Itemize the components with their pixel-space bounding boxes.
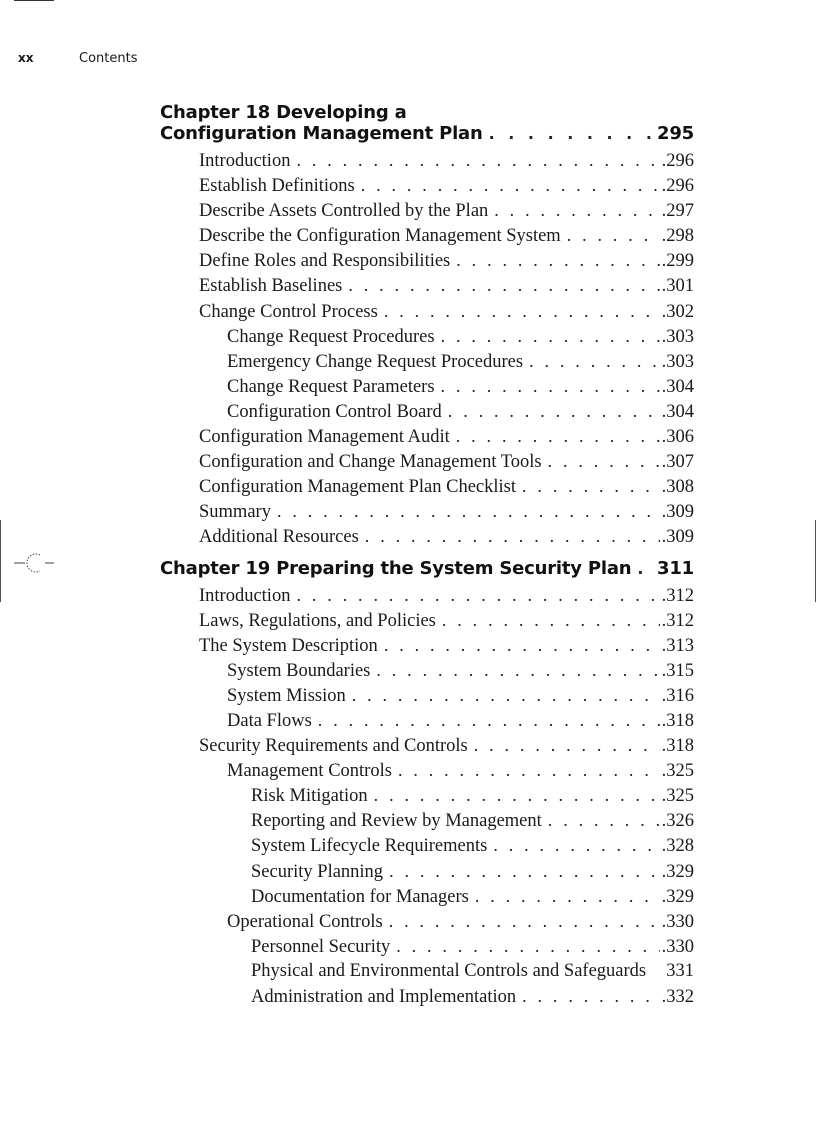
entry-page: .330 [661, 936, 694, 957]
toc-entry[interactable] [160, 733, 694, 758]
dot-leader [396, 934, 659, 959]
entry-page: .318 [661, 710, 694, 731]
dot-leader [637, 558, 651, 579]
dot-leader [348, 273, 659, 298]
dot-leader [493, 833, 659, 858]
entry-label: The System Description [199, 635, 378, 656]
dot-leader [361, 173, 660, 198]
dot-leader [389, 859, 660, 884]
top-crop-line [14, 0, 54, 1]
chapter-19-heading[interactable] [160, 558, 694, 579]
entry-page: .330 [661, 911, 694, 932]
entry-label: Describe the Configuration Management System [199, 226, 561, 247]
dot-leader [474, 733, 660, 758]
entry-label: Describe Assets Controlled by the Plan [199, 201, 489, 222]
chapter-page-number: 295 [657, 123, 694, 144]
header-page-number: xx [18, 51, 34, 65]
toc-subsubentry[interactable] [160, 959, 694, 984]
dot-leader [548, 449, 660, 474]
dot-leader [442, 608, 660, 633]
entry-label: System Boundaries [227, 660, 371, 681]
entry-label: System Mission [227, 685, 346, 706]
entry-label: Emergency Change Request Procedures [227, 351, 524, 372]
dot-leader [448, 399, 660, 424]
entry-page: 331 [666, 960, 694, 981]
toc-entry[interactable] [160, 173, 694, 198]
entry-label: System Lifecycle Requirements [251, 836, 488, 857]
entry-page: .309 [661, 502, 694, 523]
dot-leader [548, 808, 660, 833]
header-title: Contents [79, 51, 138, 66]
dot-leader [441, 324, 660, 349]
dot-leader [494, 198, 659, 223]
entry-page: .303 [661, 351, 694, 372]
toc-entry[interactable] [160, 248, 694, 273]
entry-label: Data Flows [227, 710, 312, 731]
entry-page: .329 [661, 886, 694, 907]
entry-label: Configuration Management Plan Checklist [199, 477, 517, 498]
toc-entry[interactable] [160, 583, 694, 608]
dot-leader [389, 909, 660, 934]
entry-label: Physical and Environmental Controls and Safeguards [251, 960, 647, 981]
entry-label: Change Request Procedures [227, 326, 435, 347]
entry-page: .298 [661, 226, 694, 247]
entry-label: Introduction [199, 585, 291, 606]
toc-subsubentry[interactable] [160, 884, 694, 909]
entry-label: Documentation for Managers [251, 886, 469, 907]
entry-page: .307 [661, 452, 694, 473]
dot-leader [277, 499, 660, 524]
registration-mark-icon [14, 549, 56, 577]
entry-page: .329 [661, 861, 694, 882]
chapter-page-number: 311 [657, 557, 694, 579]
entry-page: .304 [661, 376, 694, 397]
toc-entry[interactable] [160, 148, 694, 173]
toc-subsubentry[interactable] [160, 934, 694, 959]
entry-label: Summary [199, 502, 271, 523]
dot-leader [384, 299, 660, 324]
toc-entry[interactable] [160, 198, 694, 223]
entry-page: .303 [661, 326, 694, 347]
entry-label: Introduction [199, 151, 291, 171]
entry-label: Define Roles and Responsibilities [199, 251, 451, 272]
entry-page: .328 [661, 836, 694, 857]
table-of-contents [160, 102, 694, 1009]
dot-leader [456, 424, 660, 449]
entry-label: Risk Mitigation [251, 786, 368, 807]
dot-leader [376, 658, 659, 683]
dot-leader [441, 374, 660, 399]
entry-page: .318 [661, 736, 694, 757]
entry-page: .302 [661, 301, 694, 322]
entry-page: .296 [661, 176, 694, 197]
dot-leader [398, 758, 660, 783]
entry-page: .325 [661, 761, 694, 782]
entry-label: Change Control Process [199, 301, 378, 322]
entry-label: Configuration Control Board [227, 401, 442, 422]
toc-subsubentry[interactable] [160, 833, 694, 858]
chapter-title-line1: Chapter 19 Preparing the System Security Plan [160, 557, 632, 579]
entry-page: .312 [661, 610, 694, 631]
dot-leader [567, 223, 660, 248]
chapter-title-line1: Chapter 18 Developing a [160, 102, 407, 123]
toc-subentry[interactable] [160, 324, 694, 349]
entry-label: Configuration Management Audit [199, 427, 450, 448]
entry-page: .332 [661, 987, 694, 1007]
toc-entry[interactable] [160, 474, 694, 499]
entry-page: .312 [661, 585, 694, 606]
entry-label: Personnel Security [251, 936, 391, 957]
dot-leader [522, 984, 660, 1009]
toc-entry[interactable] [160, 524, 694, 549]
entry-label: Management Controls [227, 761, 392, 782]
entry-label: Configuration and Change Management Tools [199, 452, 542, 473]
dot-leader [318, 708, 660, 733]
toc-subentry[interactable] [160, 708, 694, 733]
entry-label: Change Request Parameters [227, 376, 435, 397]
dot-leader [489, 123, 651, 144]
toc-entry[interactable] [160, 633, 694, 658]
toc-entry[interactable] [160, 273, 694, 298]
entry-page: .296 [661, 151, 694, 171]
entry-page: .308 [661, 477, 694, 498]
dot-leader [296, 583, 659, 608]
entry-label: Establish Baselines [199, 276, 343, 297]
dot-leader [384, 633, 660, 658]
entry-label: Reporting and Review by Management [251, 811, 542, 832]
toc-subentry[interactable] [160, 399, 694, 424]
entry-label: Additional Resources [199, 527, 359, 548]
toc-subentry[interactable] [160, 658, 694, 683]
dot-leader [296, 148, 659, 173]
entry-page: .309 [661, 527, 694, 548]
dot-leader [352, 683, 660, 708]
entry-label: Operational Controls [227, 911, 383, 932]
entry-page: .326 [661, 811, 694, 832]
dot-leader [456, 248, 659, 273]
running-header [18, 51, 138, 66]
entry-page: .306 [661, 427, 694, 448]
entry-page: .315 [661, 660, 694, 681]
toc-subentry[interactable] [160, 909, 694, 934]
entry-page: .297 [661, 201, 694, 222]
toc-entry[interactable] [160, 223, 694, 248]
toc-entry[interactable] [160, 499, 694, 524]
entry-page: .313 [661, 635, 694, 656]
toc-subentry[interactable] [160, 374, 694, 399]
entry-label: Establish Definitions [199, 176, 355, 197]
toc-subentry[interactable] [160, 349, 694, 374]
dot-leader [365, 524, 660, 549]
chapter-title-line2: Configuration Management Plan [160, 123, 483, 144]
entry-page: .299 [661, 251, 694, 272]
toc-subsubentry[interactable] [160, 984, 694, 1009]
toc-subentry[interactable] [160, 758, 694, 783]
entry-label: Security Planning [251, 861, 384, 882]
dot-leader [529, 349, 660, 374]
toc-subsubentry[interactable] [160, 808, 694, 833]
toc-subsubentry[interactable] [160, 859, 694, 884]
toc-entry[interactable] [160, 299, 694, 324]
entry-page: .325 [661, 786, 694, 807]
entry-label: Laws, Regulations, and Policies [199, 610, 436, 631]
left-crop-mark [0, 520, 1, 602]
dot-leader [475, 884, 660, 909]
entry-label: Security Requirements and Controls [199, 736, 468, 757]
toc-entry[interactable] [160, 449, 694, 474]
toc-entry[interactable] [160, 608, 694, 633]
chapter-18-heading[interactable] [160, 102, 694, 144]
dot-leader [374, 783, 660, 808]
toc-subsubentry[interactable] [160, 783, 694, 808]
toc-subentry[interactable] [160, 683, 694, 708]
entry-label: Administration and Implementation [251, 987, 517, 1007]
toc-entry[interactable] [160, 424, 694, 449]
entry-page: .301 [661, 276, 694, 297]
entry-page: .304 [661, 401, 694, 422]
entry-page: .316 [661, 685, 694, 706]
dot-leader [522, 474, 660, 499]
